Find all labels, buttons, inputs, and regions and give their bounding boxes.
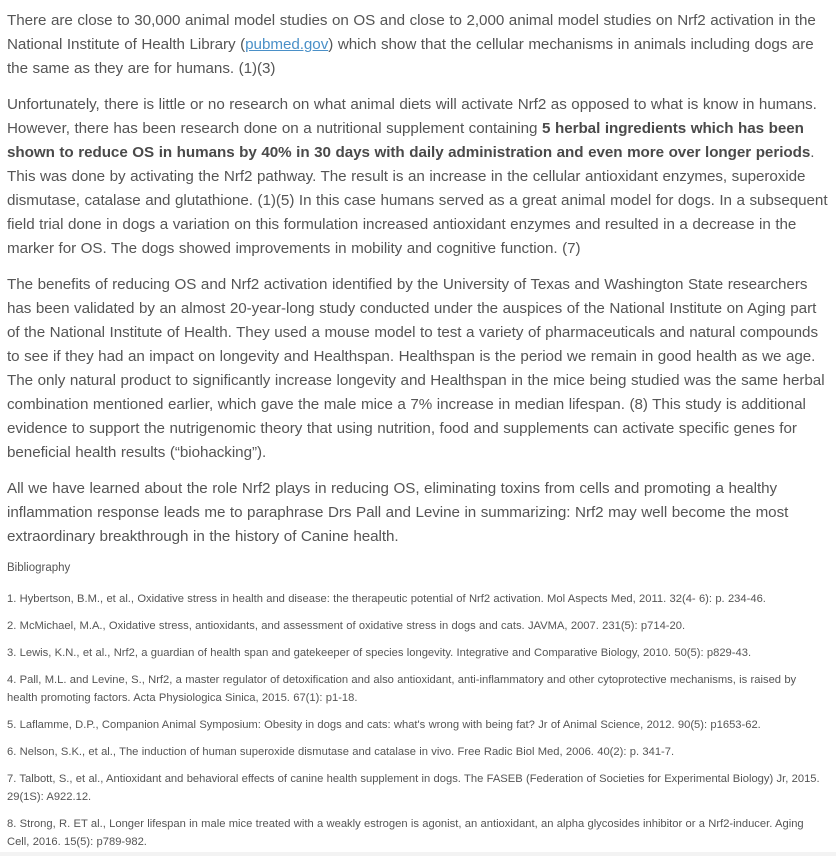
paragraph-2-text-a: Unfortunately, there is little or no research on what animal diets will activate Nrf2 as opposed to what is know in humans. However, there has been research done on a nutritional supplement containing: [7, 96, 817, 137]
paragraph-1: [7, 9, 829, 81]
footer-band: [0, 852, 836, 856]
pubmed-link[interactable]: pubmed.gov: [245, 36, 329, 53]
bibliography-item: 5. Laflamme, D.P., Companion Animal Symposium: Obesity in dogs and cats: what's wrong with being fat? Jr of Animal Science, 2012. 90(5): p1653-62.: [7, 719, 761, 731]
bibliography-item: 1. Hybertson, B.M., et al., Oxidative stress in health and disease: the therapeutic potential of Nrf2 activation. Mol Aspects Med, 2011. 32(4- 6): p. 234-46.: [7, 593, 766, 605]
paragraph-1-text-a: There are close to 30,000 animal model studies on OS and close to 2,000 animal model studies on Nrf2 activation in the National Institute of Health Library (: [7, 12, 816, 53]
bibliography-title: Bibliography: [7, 562, 71, 574]
paragraph-4: All we have learned about the role Nrf2 plays in reducing OS, eliminating toxins from cells and promoting a healthy inflammation response leads me to paraphrase Drs Pall and Levine in summarizing: Nrf2 may well become the most extraordinary breakthrough in the history of Canine health.: [7, 480, 789, 545]
bibliography-item: 7. Talbott, S., et al., Antioxidant and behavioral effects of canine health supplement in dogs. The FASEB (Federation of Societies for Experimental Biology) Jr, 2015. 29(1S): A922.12.: [7, 773, 820, 803]
paragraph-2-text-b: . This was done by activating the Nrf2 pathway. The result is an increase in the cellular antioxidant enzymes, superoxide dismutase, catalase and glutathione. (1)(5) In this case humans served as a great animal model for dogs. In a subsequent field trial done in dogs a variation on this formulation increased antioxidant enzymes and resulted in a decrease in the marker for OS. The dogs showed improvements in mobility and cognitive function. (7): [7, 144, 828, 257]
bibliography-item: 2. McMichael, M.A., Oxidative stress, antioxidants, and assessment of oxidative stress in dogs and cats. JAVMA, 2007. 231(5): p714-20.: [7, 620, 686, 632]
paragraph-2: [7, 93, 829, 261]
paragraph-1-text-b: ) which show that the cellular mechanisms in animals including dogs are the same as they are for humans. (1)(3): [7, 36, 814, 77]
bibliography: [7, 560, 829, 851]
bibliography-item: 4. Pall, M.L. and Levine, S., Nrf2, a master regulator of detoxification and also antioxidant, anti-inflammatory and other cytoprotective mechanisms, is raised by health promoting factors. Acta Physiologica Sinica, 2015. 67(1): p1-18.: [7, 674, 797, 704]
paragraph-3: The benefits of reducing OS and Nrf2 activation identified by the University of Texas and Washington State researchers has been validated by an almost 20-year-long study conducted under the auspices of the National Institute on Aging part of the National Institute of Health. They used a mouse model to test a variety of pharmaceuticals and natural compounds to see if they had an impact on longevity and Healthspan. Healthspan is the period we remain in good health as we age. The only natural product to significantly increase longevity and Healthspan in the mice being studied was the same herbal combination mentioned earlier, which gave the male mice a 7% increase in median lifespan. (8) This study is additional evidence to support the nutrigenomic theory that using nutrition, food and supplements can activate specific genes for beneficial health results (“biohacking”).: [7, 276, 825, 461]
bibliography-item: 8. Strong, R. ET al., Longer lifespan in male mice treated with a weakly estrogen is agonist, an antioxidant, an alpha glycosides inhibitor or a Nrf2-inducer. Aging Cell, 2016. 15(5): p789-982.: [7, 818, 804, 848]
bibliography-item: 6. Nelson, S.K., et al., The induction of human superoxide dismutase and catalase in vivo. Free Radic Biol Med, 2006. 40(2): p. 341-7.: [7, 746, 675, 758]
paragraph-2-bold-claim: 5 herbal ingredients which has been shown to reduce OS in humans by 40% in 30 days with daily administration and even more over longer periods: [7, 120, 811, 161]
bibliography-item: 3. Lewis, K.N., et al., Nrf2, a guardian of health span and gatekeeper of species longevity. Integrative and Comparative Biology, 2010. 50(5): p829-43.: [7, 647, 752, 659]
